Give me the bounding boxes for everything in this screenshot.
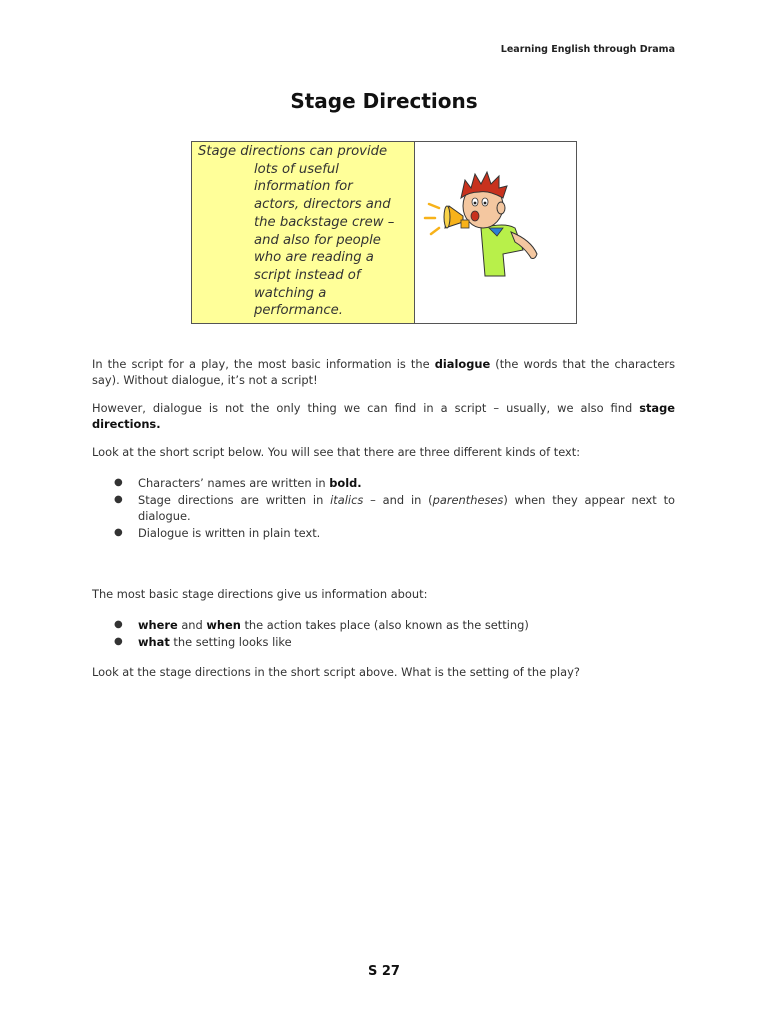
bullet-icon: ●	[114, 477, 123, 488]
callout-line: lots of useful	[254, 161, 339, 177]
callout-line: who are reading a	[254, 250, 374, 266]
page-number: S 27	[368, 964, 400, 979]
text-run: ) when they appear next to dialogue.	[138, 492, 676, 523]
text-run: In the script for a play, the most basic information is the	[92, 357, 435, 371]
bullet-icon: ●	[114, 526, 123, 538]
text-run: (the words that the characters say). Without dialogue, it’s not a script!	[92, 357, 676, 387]
callout-line: information for	[254, 179, 353, 195]
callout-line: Stage directions can provide	[198, 144, 388, 159]
setting-info-list	[92, 617, 675, 650]
bullet-icon: ●	[114, 619, 123, 630]
callout-line: and also for people	[254, 232, 381, 248]
paragraph-instructions: Look at the short script below. You will see that there are three different kinds of text:	[92, 445, 581, 459]
callout-line: performance.	[254, 303, 343, 319]
bullet-icon: ●	[114, 493, 123, 505]
paragraph-question: Look at the stage directions in the short script above. What is the setting of the play?	[92, 665, 580, 679]
text-run: Stage directions are written in	[138, 492, 331, 507]
running-header: Learning English through Drama	[500, 44, 675, 55]
list-item	[92, 475, 675, 492]
bold-term: where	[138, 618, 178, 632]
boy-megaphone-illustration	[419, 170, 549, 280]
bold-term: stage directions.	[92, 401, 675, 431]
text-kinds-list	[92, 475, 675, 541]
callout-box	[191, 141, 577, 324]
callout-text	[192, 142, 415, 323]
list-item	[92, 617, 675, 634]
text-run: Characters’ names are written in	[138, 476, 330, 490]
paragraph-basic-info: The most basic stage directions give us information about:	[92, 587, 428, 601]
paragraph-dialogue	[92, 356, 675, 388]
text-run: – and in (	[363, 492, 433, 507]
callout-line: watching a	[254, 285, 327, 301]
bold-term: when	[206, 618, 241, 632]
italic-term: italics	[330, 492, 364, 507]
italic-term: parentheses	[432, 492, 504, 507]
illustration-cell	[415, 142, 576, 323]
list-item	[92, 525, 675, 542]
text-run: and	[177, 618, 207, 632]
page-title: Stage Directions	[290, 89, 478, 113]
callout-indented-lines	[198, 161, 408, 320]
callout-line: actors, directors and	[254, 197, 391, 213]
bold-term: dialogue	[434, 357, 491, 371]
bold-term: bold.	[329, 476, 362, 490]
bold-term: what	[138, 634, 170, 649]
bullet-icon: ●	[114, 635, 123, 647]
paragraph-stage-directions	[92, 400, 675, 432]
text-run: the setting looks like	[169, 634, 292, 649]
text-run: However, dialogue is not the only thing we can find in a script – usually, we also find	[92, 401, 640, 415]
text-run: the action takes place (also known as the setting)	[240, 618, 529, 632]
text-run: Dialogue is written in plain text.	[138, 525, 321, 540]
callout-line: script instead of	[254, 267, 361, 283]
list-item	[92, 634, 675, 651]
list-item	[92, 492, 675, 525]
callout-line: the backstage crew –	[254, 214, 395, 230]
